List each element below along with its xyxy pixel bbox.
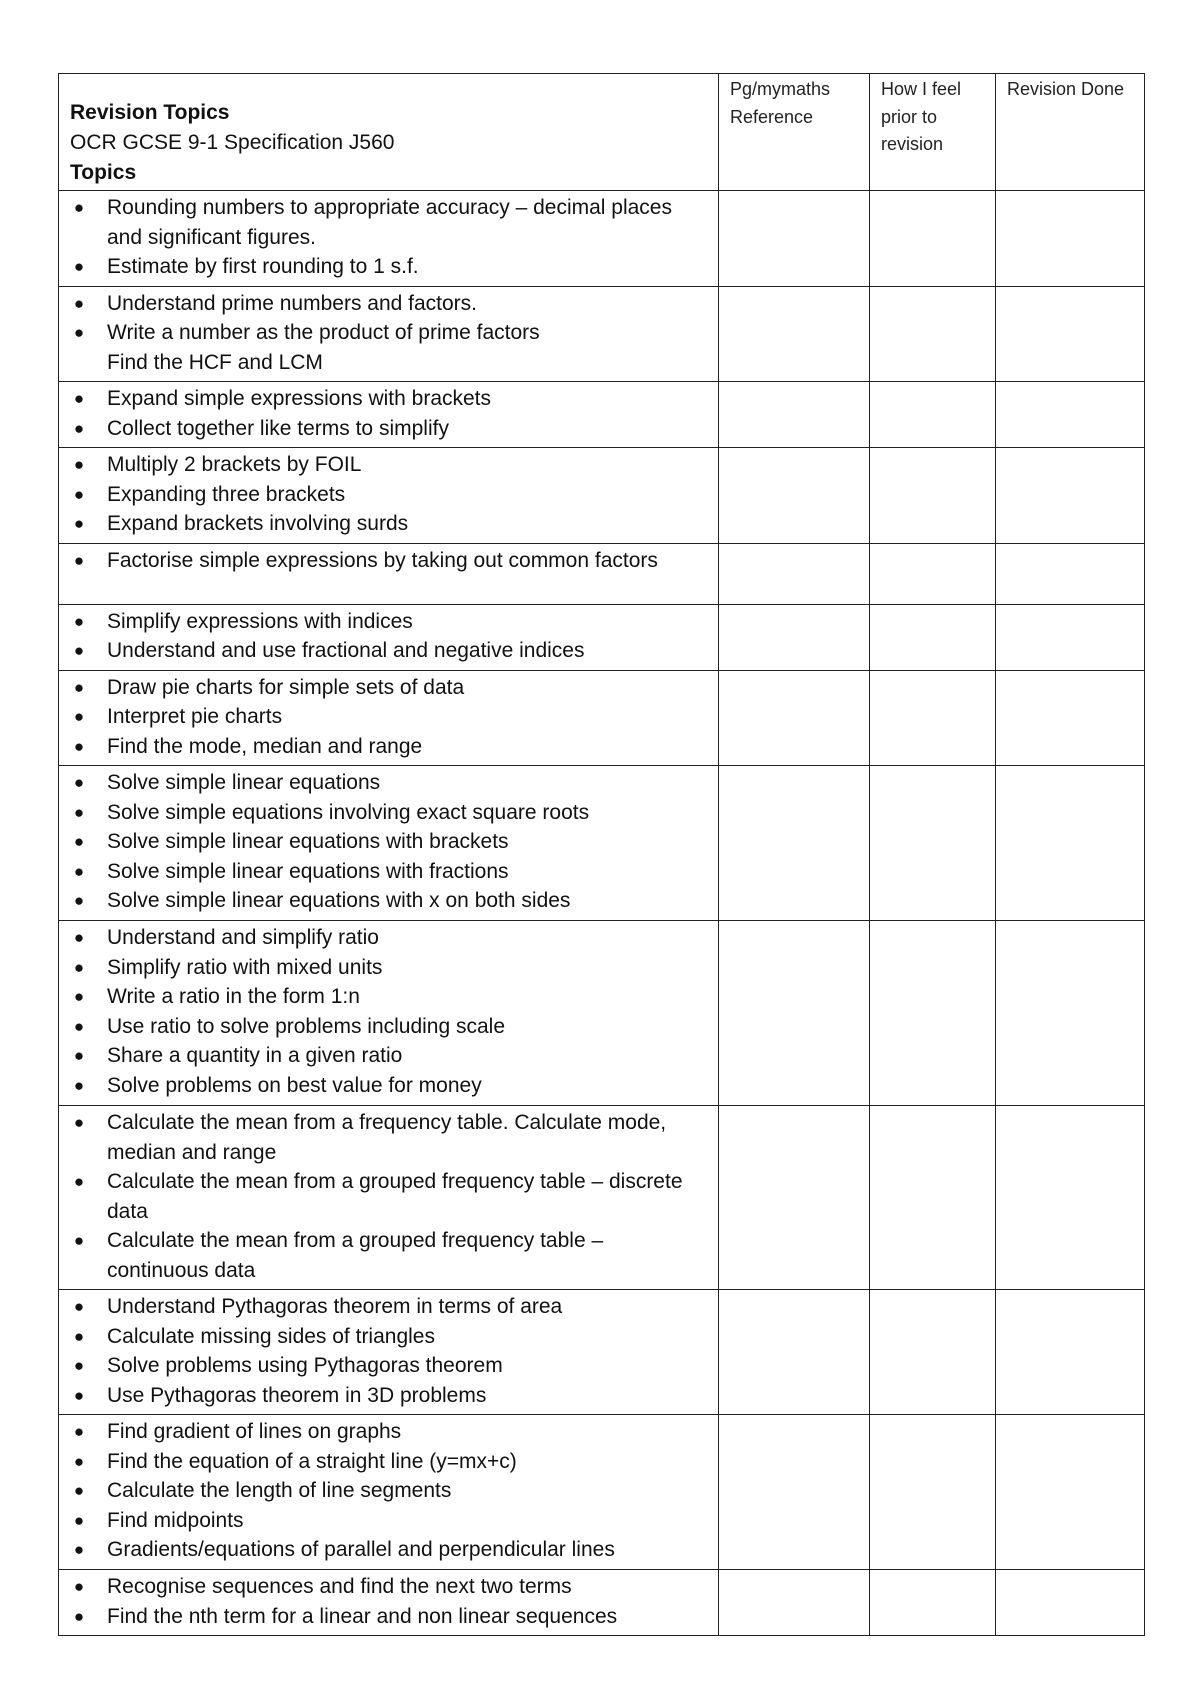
feel-cell[interactable] [870,670,996,766]
topic-text: Solve simple linear equations [107,771,381,794]
list-item [59,348,710,378]
list-item [59,1535,710,1565]
list-item [59,1476,710,1506]
topics-heading: Topics [70,161,137,184]
list-item [59,607,710,637]
bullet-icon: ● [73,1297,85,1316]
topic-cell [59,1415,719,1570]
list-item [59,1417,710,1447]
topic-row [59,921,1145,1106]
topic-text: Simplify expressions with indices [107,609,413,633]
feel-cell[interactable] [870,921,996,1106]
topic-text: Solve simple linear equations with brackets [107,830,509,853]
bullet-icon: ● [73,1046,85,1065]
topic-text: Solve simple linear equations with x on both sides [107,889,571,912]
bullet-icon: ● [73,641,85,660]
reference-cell[interactable] [719,1290,870,1415]
bullet-icon: ● [73,1326,85,1346]
list-item [59,857,710,887]
bullet-icon: ● [73,1451,85,1471]
bullet-icon: ● [73,550,85,570]
topic-list [59,766,718,920]
feel-cell[interactable] [870,448,996,544]
list-item [59,1322,710,1352]
done-cell[interactable] [996,1290,1145,1415]
topic-text: Calculate the mean from a grouped frequency table – continuous data [107,1229,604,1282]
bullet-icon: ● [73,891,85,910]
topic-cell [59,382,719,448]
feel-cell[interactable] [870,1415,996,1570]
feel-cell[interactable] [870,1570,996,1636]
bullet-icon: ● [73,418,85,438]
topic-row [59,766,1145,921]
list-item [59,827,710,857]
list-item [59,252,710,282]
bullet-icon: ● [73,677,85,697]
topic-list [59,287,718,382]
list-item [59,1167,710,1226]
topic-cell [59,604,719,670]
topic-list [59,191,718,286]
topic-text: Solve problems using Pythagoras theorem [107,1354,503,1377]
topic-row [59,670,1145,766]
list-item [59,1071,710,1101]
topic-text: Calculate the length of line segments [107,1479,452,1502]
topic-text: Expand simple expressions with brackets [107,387,492,410]
topic-text: Find the mode, median and range [107,734,423,758]
list-item [59,450,710,480]
list-item [59,1602,710,1632]
bullet-icon: ● [73,293,85,313]
topic-text: Factorise simple expressions by taking out common factors [107,548,658,572]
list-item [59,1292,710,1322]
bullet-icon: ● [73,1172,85,1191]
list-item [59,768,710,798]
feel-cell[interactable] [870,1106,996,1290]
done-cell[interactable] [996,604,1145,670]
list-item [59,1012,710,1042]
done-column-heading: Revision Done [1007,79,1125,99]
reference-cell[interactable] [719,191,870,287]
topic-list [59,1106,718,1289]
done-cell[interactable] [996,191,1145,287]
topic-list [59,1415,718,1569]
header-reference-cell [719,74,870,191]
topic-list [59,382,718,447]
topic-cell [59,1290,719,1415]
list-item [59,480,710,510]
topic-row [59,1290,1145,1415]
topic-text: Solve simple equations involving exact square roots [107,800,590,824]
topic-cell [59,448,719,544]
reference-cell[interactable] [719,543,870,604]
topic-cell [59,191,719,287]
feel-cell[interactable] [870,286,996,382]
feel-column-heading: How I feel prior to revision [881,79,962,154]
feel-cell[interactable] [870,766,996,921]
topic-text: Share a quantity in a given ratio [107,1044,403,1067]
topic-row [59,604,1145,670]
topic-row [59,1106,1145,1290]
list-item [59,1381,710,1411]
specification-label: OCR GCSE 9-1 Specification J560 [70,131,395,154]
topic-text: Multiply 2 brackets by FOIL [107,453,362,476]
reference-cell[interactable] [719,1415,870,1570]
reference-cell[interactable] [719,286,870,382]
topic-text: Understand Pythagoras theorem in terms of area [107,1295,563,1318]
reference-cell[interactable] [719,766,870,921]
reference-cell[interactable] [719,448,870,544]
bullet-icon: ● [73,1606,85,1626]
header-feel-cell [870,74,996,191]
bullet-icon: ● [73,832,85,851]
topic-list [59,671,718,766]
topic-text: Simplify ratio with mixed units [107,955,383,979]
bullet-icon: ● [73,1540,85,1559]
topic-list [59,544,718,580]
bullet-icon: ● [73,389,85,408]
header-row [59,74,1145,191]
bullet-icon: ● [73,928,85,947]
bullet-icon: ● [73,1481,85,1500]
topic-text: Understand and use fractional and negative indices [107,639,585,662]
bullet-icon: ● [73,987,85,1006]
topic-text: Solve problems on best value for money [107,1073,482,1097]
bullet-icon: ● [73,514,85,533]
list-item [59,1447,710,1477]
feel-cell[interactable] [870,1290,996,1415]
topic-text: Expanding three brackets [107,482,346,506]
topic-text: Draw pie charts for simple sets of data [107,675,465,699]
feel-cell[interactable] [870,543,996,604]
list-item [59,798,710,828]
topic-text: Calculate missing sides of triangles [107,1324,435,1348]
topic-list [59,605,718,670]
bullet-icon: ● [73,861,85,881]
topic-text: Interpret pie charts [107,705,283,728]
done-cell[interactable] [996,448,1145,544]
topic-text: Collect together like terms to simplify [107,416,449,440]
topic-row [59,191,1145,287]
topic-text: Write a number as the product of prime factors [107,321,540,344]
topic-text: Estimate by first rounding to 1 s.f. [107,255,419,278]
bullet-icon: ● [73,802,85,822]
topic-cell [59,766,719,921]
bullet-icon: ● [73,257,85,276]
topic-cell [59,1106,719,1290]
topic-list [59,448,718,543]
done-cell[interactable] [996,543,1145,604]
done-cell[interactable] [996,766,1145,921]
topic-text: Gradients/equations of parallel and perpendicular lines [107,1538,615,1561]
reference-column-heading: Pg/mymaths Reference [730,79,831,127]
list-item [59,732,710,762]
list-item [59,982,710,1012]
done-cell[interactable] [996,286,1145,382]
list-item [59,1226,710,1285]
list-item [59,1108,710,1167]
reference-cell[interactable] [719,1106,870,1290]
topic-text: Understand prime numbers and factors. [107,291,478,315]
bullet-icon: ● [73,1510,85,1530]
list-item [59,546,710,576]
feel-cell[interactable] [870,604,996,670]
list-item [59,289,710,319]
done-cell[interactable] [996,921,1145,1106]
header-topic-cell [59,74,719,191]
reference-cell[interactable] [719,1570,870,1636]
bullet-icon: ● [73,1577,85,1596]
topic-row [59,1570,1145,1636]
bullet-icon: ● [73,1231,85,1250]
topic-text: Expand brackets involving surds [107,512,409,535]
list-item [59,923,710,953]
bullet-icon: ● [73,611,85,631]
list-item [59,318,710,348]
list-item [59,384,710,414]
bullet-icon: ● [73,455,85,474]
topic-cell [59,286,719,382]
topic-text: Find the nth term for a linear and non linear sequences [107,1604,618,1628]
table-title: Revision Topics [70,101,230,124]
topic-text: Calculate the mean from a frequency table. Calculate mode, median and range [107,1111,667,1164]
header-done-cell [996,74,1145,191]
topic-text: Find midpoints [107,1508,244,1532]
topic-list [59,1290,718,1414]
bullet-icon: ● [73,736,85,756]
bullet-icon: ● [73,1356,85,1375]
topic-text: Find gradient of lines on graphs [107,1420,402,1443]
feel-cell[interactable] [870,382,996,448]
bullet-icon: ● [73,1075,85,1095]
list-item [59,1506,710,1536]
topic-text: Rounding numbers to appropriate accuracy – decimal places and significant figures. [107,196,672,249]
topic-list [59,1570,718,1635]
list-item [59,673,710,703]
revision-table [58,73,1145,1636]
list-item [59,1351,710,1381]
list-item [59,886,710,916]
topic-text: Write a ratio in the form 1:n [107,985,360,1008]
bullet-icon: ● [73,1113,85,1132]
bullet-icon: ● [73,323,85,342]
topic-text: Recognise sequences and find the next two terms [107,1575,572,1598]
reference-cell[interactable] [719,604,870,670]
list-item [59,636,710,666]
bullet-icon: ● [73,707,85,726]
done-cell[interactable] [996,382,1145,448]
topic-row [59,1415,1145,1570]
list-item [59,1572,710,1602]
topic-cell [59,670,719,766]
done-cell[interactable] [996,1570,1145,1636]
list-item [59,193,710,252]
reference-cell[interactable] [719,921,870,1106]
topic-cell [59,1570,719,1636]
topic-row [59,382,1145,448]
topic-text: Use Pythagoras theorem in 3D problems [107,1383,487,1407]
topic-text: Understand and simplify ratio [107,926,379,949]
bullet-icon: ● [73,484,85,504]
bullet-icon: ● [73,1422,85,1441]
bullet-icon: ● [73,1016,85,1036]
reference-cell[interactable] [719,670,870,766]
done-cell[interactable] [996,1106,1145,1290]
list-item [59,953,710,983]
topic-cell [59,543,719,604]
topic-text: Solve simple linear equations with fractions [107,859,509,883]
topic-row [59,286,1145,382]
list-item [59,414,710,444]
revision-sheet [58,73,1144,1636]
topic-row [59,448,1145,544]
topic-row [59,543,1145,604]
topic-list [59,921,718,1104]
list-item [59,702,710,732]
topic-text: Find the HCF and LCM [107,350,323,374]
topic-text: Find the equation of a straight line (y=mx+c) [107,1449,517,1473]
topic-text: Calculate the mean from a grouped frequency table – discrete data [107,1170,683,1223]
bullet-icon: ● [73,1385,85,1405]
bullet-icon: ● [73,198,85,217]
done-cell[interactable] [996,670,1145,766]
bullet-icon: ● [73,957,85,977]
feel-cell[interactable] [870,191,996,287]
topic-cell [59,921,719,1106]
topic-text: Use ratio to solve problems including scale [107,1014,506,1038]
list-item [59,509,710,539]
reference-cell[interactable] [719,382,870,448]
bullet-icon: ● [73,773,85,792]
list-item [59,1041,710,1071]
done-cell[interactable] [996,1415,1145,1570]
